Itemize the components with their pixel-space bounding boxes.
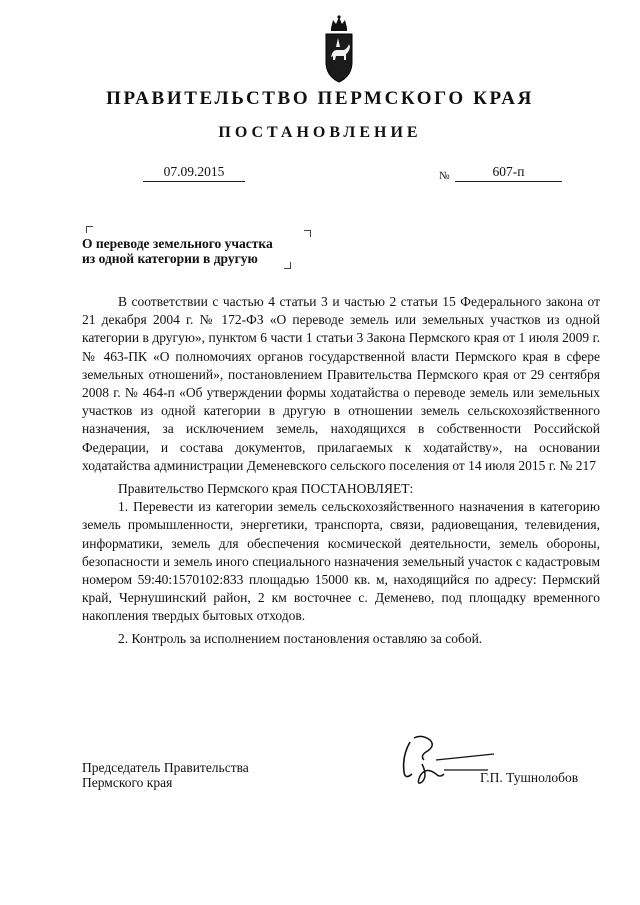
signatory-title-line: Пермского края xyxy=(82,775,173,790)
resolves-paragraph: Правительство Пермского края ПОСТАНОВЛЯЕТ: xyxy=(118,481,414,497)
signatory-name: Г.П. Тушнолобов xyxy=(480,770,579,785)
resolution-item-2: 2. Контроль за исполнением постановления оставляю за собой. xyxy=(118,630,483,646)
document-subject xyxy=(82,236,322,266)
document-type-title: ПОСТАНОВЛЕНИЕ xyxy=(218,124,422,141)
document-body xyxy=(82,293,600,648)
document-number: 607-п xyxy=(455,164,562,182)
perm-krai-coat-of-arms-icon xyxy=(322,14,356,84)
subject-line: О переводе земельного участка xyxy=(82,236,273,251)
subject-corner-mark xyxy=(86,226,93,233)
preamble-paragraph: В соответствии с частью 4 статьи 3 и частью 2 статьи 15 Федерального закона от 21 декабря 2004 г. № 172-ФЗ «О переводе земель или земельных участков из одной категории в другую», пунктом 6 части 1 статьи 3 Закона Пермского края от 1 июля 2009 г. № 463-ПК «О полномочиях органов государственной власти Пермского края в сфере земельных отношений», постановлением Правительства Пермского края от 29 сентября 2008 г. № 464-п «Об утверждении формы ходатайства о переводе земель или земельных участков из одной категории в другую в отношении земель сельскохозяйственного назначения, за исключением земель, находящихся в собственности Российской Федерации, и состава документов, прилагаемых к ходатайству», на основании ходатайства администрации Деменевского сельского поселения от 14 июля 2015 г. № 217 xyxy=(82,294,600,473)
signatory-title-line: Председатель Правительства xyxy=(82,760,249,775)
document-date: 07.09.2015 xyxy=(143,164,245,182)
number-sign: № xyxy=(439,170,450,182)
signatory-title xyxy=(82,760,249,790)
subject-line: из одной категории в другую xyxy=(82,251,258,266)
organization-title: ПРАВИТЕЛЬСТВО ПЕРМСКОГО КРАЯ xyxy=(106,88,534,109)
resolution-item-1: 1. Перевести из категории земель сельскохозяйственного назначения в категорию земель промышленности, энергетики, транспорта, связи, радиовещания, телевидения, информатики, земель для обеспечения космической деятельности, земель обороны, безопасности и земель иного специального назначения земельный участок с кадастровым номером 59:40:1570102:833 площадью 15000 кв. м, находящийся по адресу: Пермский край, Чернушинский район, 2 км восточнее с. Деменево, под площадку временного накопления твердых бытовых отходов. xyxy=(82,499,600,624)
